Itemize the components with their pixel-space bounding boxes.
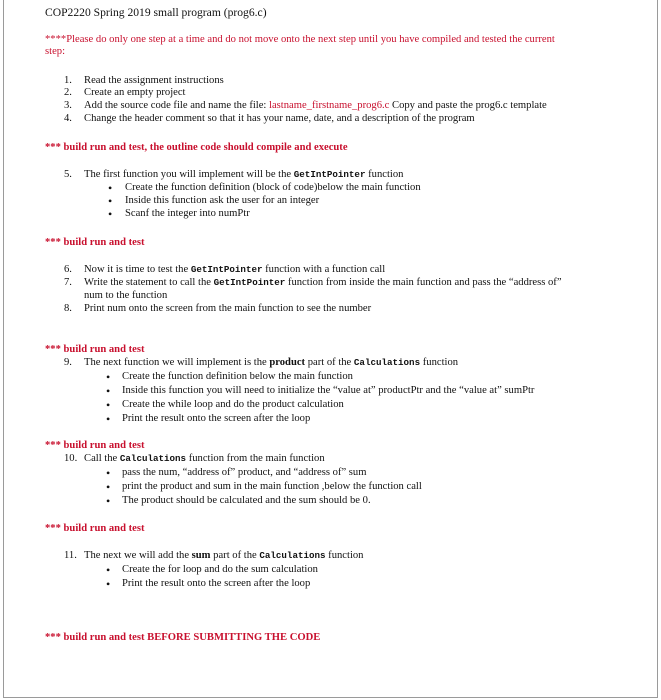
code-calculations: Calculations bbox=[353, 357, 421, 368]
list-item-number: 2. bbox=[64, 87, 72, 98]
bullet-item: Inside this function ask the user for an integer bbox=[125, 195, 320, 206]
code-getintpointer: GetIntPointer bbox=[293, 169, 366, 180]
step-text-end: function with a function call bbox=[262, 264, 386, 275]
bullet-item: Create the for loop and do the sum calculation bbox=[122, 564, 318, 575]
list-item-number: 1. bbox=[64, 75, 72, 86]
checkpoint-6: *** build run and test BEFORE SUBMITTING THE CODE bbox=[45, 632, 321, 643]
step-text: Now it is time to test the bbox=[84, 264, 191, 275]
bullet-icon: • bbox=[108, 207, 113, 221]
bullet-icon: • bbox=[108, 181, 113, 195]
step-text: The next we will add the bbox=[84, 550, 192, 561]
checkpoint-1: *** build run and test, the outline code should compile and execute bbox=[45, 142, 348, 153]
bullet-item: Inside this function you will need to initialize the “value at” productPtr and the “value at” sumPtr bbox=[122, 385, 535, 396]
step-number: 11. bbox=[64, 550, 77, 561]
step-number: 5. bbox=[64, 169, 72, 180]
bullet-icon: • bbox=[106, 563, 111, 577]
list-item-text-end: Copy and paste the prog6.c template bbox=[389, 100, 547, 111]
step-text-end: function bbox=[365, 169, 404, 180]
step-10 bbox=[84, 453, 325, 465]
step-9 bbox=[84, 357, 458, 369]
bullet-icon: • bbox=[106, 384, 111, 398]
step-text-end: function bbox=[325, 550, 364, 561]
checkpoint-4: *** build run and test bbox=[45, 440, 145, 451]
intro-text: Please do only one step at a time and do not move onto the next step until you have compiled and tested the current bbox=[66, 34, 555, 45]
bullet-item: Print the result onto the screen after the loop bbox=[122, 413, 311, 424]
list-item: Create an empty project bbox=[84, 87, 186, 98]
bullet-item: Scanf the integer into numPtr bbox=[125, 208, 250, 219]
step-text-end: function from inside the main function and pass the “address of” bbox=[285, 277, 562, 288]
bullet-icon: • bbox=[108, 194, 113, 208]
list-item-text: Add the source code file and name the file: bbox=[84, 100, 270, 111]
code-calculations: Calculations bbox=[119, 453, 187, 464]
checkpoint-2: *** build run and test bbox=[45, 237, 145, 248]
step-7-line-2: num to the function bbox=[84, 290, 168, 301]
list-item-number: 3. bbox=[64, 100, 72, 111]
step-6 bbox=[84, 264, 385, 276]
step-text-end: function from the main function bbox=[186, 453, 325, 464]
bullet-icon: • bbox=[106, 412, 111, 426]
list-item-number: 4. bbox=[64, 113, 72, 124]
step-text-end: function bbox=[420, 357, 459, 368]
intro-line-2: step: bbox=[45, 46, 66, 57]
bullet-item: Create the function definition (block of code)below the main function bbox=[125, 182, 421, 193]
step-number: 7. bbox=[64, 277, 72, 288]
step-text: The next function we will implement is the bbox=[84, 357, 270, 368]
code-getintpointer: GetIntPointer bbox=[190, 264, 263, 275]
bullet-item: print the product and sum in the main function ,below the function call bbox=[122, 481, 422, 492]
code-calculations: Calculations bbox=[259, 550, 326, 561]
code-getintpointer: GetIntPointer bbox=[213, 277, 286, 288]
bullet-item: The product should be calculated and the sum should be 0. bbox=[122, 495, 371, 506]
list-item: Change the header comment so that it has your name, date, and a description of the program bbox=[84, 113, 475, 124]
bullet-icon: • bbox=[106, 480, 111, 494]
bullet-item: pass the num, “address of” product, and “address of” sum bbox=[122, 467, 367, 478]
bullet-icon: • bbox=[106, 370, 111, 384]
step-number: 8. bbox=[64, 303, 72, 314]
checkpoint-3: *** build run and test bbox=[45, 344, 145, 355]
checkpoint-5: *** build run and test bbox=[45, 523, 145, 534]
step-7 bbox=[84, 277, 562, 289]
bullet-icon: • bbox=[106, 494, 111, 508]
bullet-icon: • bbox=[106, 577, 111, 591]
step-5 bbox=[84, 169, 403, 181]
bullet-icon: • bbox=[106, 466, 111, 480]
list-item: Read the assignment instructions bbox=[84, 75, 224, 86]
filename-highlight: lastname_firstname_prog6.c bbox=[269, 100, 390, 111]
page-title: COP2220 Spring 2019 small program (prog6.c) bbox=[45, 6, 267, 19]
step-number: 9. bbox=[64, 357, 72, 368]
bullet-icon: • bbox=[106, 398, 111, 412]
step-8: Print num onto the screen from the main function to see the number bbox=[84, 303, 372, 314]
step-text: Write the statement to call the bbox=[84, 277, 214, 288]
step-text: The first function you will implement will be the bbox=[84, 169, 294, 180]
step-text-mid: part of the bbox=[210, 550, 260, 561]
step-number: 10. bbox=[64, 453, 78, 464]
intro-line-1 bbox=[45, 34, 555, 46]
intro-stars: **** bbox=[45, 34, 67, 45]
step-11 bbox=[84, 550, 363, 562]
step-text-mid: part of the bbox=[305, 357, 354, 368]
step-text: Call the bbox=[84, 453, 120, 464]
bold-sum: sum bbox=[191, 550, 211, 561]
bold-product: product bbox=[269, 357, 306, 368]
bullet-item: Create the while loop and do the product calculation bbox=[122, 399, 344, 410]
list-item bbox=[84, 100, 547, 112]
bullet-item: Create the function definition below the main function bbox=[122, 371, 353, 382]
bullet-item: Print the result onto the screen after the loop bbox=[122, 578, 311, 589]
step-number: 6. bbox=[64, 264, 72, 275]
